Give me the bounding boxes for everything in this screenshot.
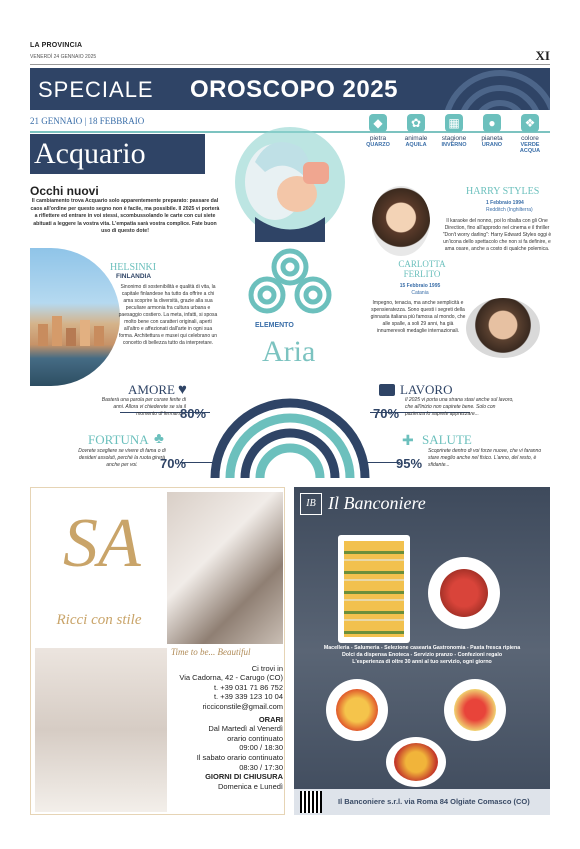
carlotta-ferlito-photo [372, 186, 430, 256]
lavoro-text: Il 2025 vi porta una strana stasi anche sul lavoro, che all'inizio non capirete bene. Solo con pazienza lo saprete apprezzare... [405, 397, 514, 417]
harry-styles-bio: Il karaoke del nonno, poi lo ribalta con gli One Direction, fino all'approdo nel cinema e il thriller "Don't worry darling": Harry Edward Styles oggi è un'icona dello spettacolo che non si fa definire, e ama osare, anche a costo di qualche polemica. [442, 218, 552, 252]
sign-features [360, 114, 550, 170]
header-divider [30, 64, 550, 65]
sign-dates: 21 GENNAIO | 18 FEBBRAIO [30, 116, 145, 126]
banconiere-footer [294, 789, 550, 815]
salon-staff-photo [167, 492, 283, 644]
helsinki-photo [30, 248, 120, 386]
fortuna-text: Dovrete scegliere se vivere di fama o di desideri assoluti, perché la ruota girerà anche per voi. [78, 448, 166, 468]
harry-styles-name: HARRY STYLES [466, 186, 540, 197]
lavoro-percent: 70% [373, 406, 400, 421]
ricci-con-stile-ad [30, 487, 285, 815]
banconiere-name: Il Banconiere [328, 493, 426, 513]
ricci-slogan: Time to be... Beautiful [171, 647, 251, 657]
banner-title-part2: OROSCOPO 2025 [190, 76, 398, 103]
newspaper-name: LA PROVINCIA [30, 42, 83, 49]
pasta-dish-photo [386, 737, 446, 787]
il-banconiere-ad [294, 487, 550, 815]
city-country: FINLANDIA [116, 273, 152, 280]
paw-icon: ✿ [407, 114, 425, 132]
banconiere-address: Il Banconiere s.r.l. via Roma 84 Olgiate Comasco (CO) [338, 797, 530, 806]
qr-code-icon[interactable] [300, 791, 322, 813]
clover-icon: ♣ [154, 430, 164, 447]
pulse-icon: ✚ [402, 432, 414, 448]
feature-stone: ◆ pietra QUARZO [366, 116, 390, 148]
aquarius-illustration [215, 122, 365, 242]
feature-planet: ● pianeta URANO [481, 116, 503, 148]
salute-line [360, 462, 400, 463]
intro-title: Occhi nuovi [30, 184, 99, 198]
carlotta-ferlito-name: CARLOTTA FERLITO [398, 259, 446, 279]
page-number: XI [535, 48, 550, 63]
pastry-tray-photo [338, 535, 410, 643]
ricci-email[interactable]: ricciconstile@gmail.com [202, 701, 283, 711]
fortuna-percent: 70% [160, 456, 187, 471]
element-label: ELEMENTO [255, 322, 294, 329]
banconiere-logo: IB [300, 493, 322, 515]
carlotta-ferlito-bio: Impegno, tenacia, ma anche semplicità e spensieratezza. Sono questi i segreti della ginnasta italiana più famosa al mondo, che alle spalle, a soli 29 anni, ha già innumerevoli medaglie internazionali. [370, 300, 466, 334]
gem-icon: ◆ [369, 114, 387, 132]
harry-styles-photo [466, 298, 540, 358]
banner-title-part1: SPECIALE [38, 77, 154, 102]
salami-dish-photo [428, 557, 500, 629]
banconiere-services: Macelleria - Salumeria - Selezione casearia Gastronomia - Pasta fresca ripiena Dolci da dispensa Enoteca - Servizio pranzo - Confezioni regalo L'esperienza di oltre 30 anni al tuo servizio, ogni giorno [323, 645, 521, 665]
section-banner [30, 68, 550, 110]
ricci-monogram: SA [63, 505, 141, 582]
salute-text: Scoprirete dentro di voi forze nuove, che vi faranno stare meglio anche nel fisico. L'anno, del resto, è sfidante... [428, 448, 542, 468]
sign-name: Acquario [30, 134, 205, 174]
newspaper-date: VENERDÌ 24 GENNAIO 2025 [30, 54, 97, 60]
tartlets-dish-photo [444, 679, 506, 741]
ricci-logo [35, 494, 163, 634]
ricci-phone-2[interactable]: t. +39 339 123 10 04 [213, 692, 283, 702]
heart-icon: ♥ [178, 381, 187, 398]
amore-text: Basterà una parola per curare ferite di anni. Allora vi chiederete se sia il momento di fermarsi... [101, 397, 186, 417]
salute-title: SALUTE [422, 432, 472, 447]
briefcase-icon [379, 384, 395, 396]
rolls-dish-photo [326, 679, 388, 741]
salute-percent: 95% [396, 456, 423, 471]
carlotta-ferlito-place: Catania [411, 290, 429, 296]
salon-interior-photo [35, 648, 167, 812]
element-value: Aria [262, 335, 316, 368]
harry-styles-birth: 1 Febbraio 1994 [486, 200, 524, 206]
city-name: HELSINKI [110, 262, 157, 273]
ricci-brand: Ricci con stile [56, 612, 142, 628]
amore-percent: 80% [180, 406, 207, 421]
lavoro-title: LAVORO [400, 382, 453, 397]
ricci-contact-info: Time to be... Beautiful Ci trovi in Via Cadorna, 42 - Carugo (CO) t. +39 031 71 86 752 t. +39 339 123 10 04 ricciconstile@gmail.com ORARI Dal Martedì al Venerdì orario continuato 09:00 / 18:30 Il sabato orario continuato 08:30 / 17:30 GIORNI DI CHIUSURA Domenica e Lunedì [171, 647, 283, 791]
amore-title: AMORE [128, 382, 175, 397]
palette-icon: ❖ [521, 114, 539, 132]
city-description: Sinonimo di sostenibilità e qualità di vita, la capitale finlandese ha tutto da offrire a chi ama scoprire la diversità, grazie alla sua peculiare armonia fra cultura urbana e paesaggio costiero. La meta, infatti, si sposa molto bene con caratteri originali, aperti all'altro e affezionati dall'arte in ogni sua forma. Architettura e musei qui celebrano un concetto di bellezza tutto da interpretare. [118, 284, 218, 346]
feature-animal: ✿ animale AQUILA [404, 116, 428, 148]
fortuna-title: FORTUNA [88, 432, 149, 447]
calendar-icon: ▦ [445, 114, 463, 132]
feature-color: ❖ colore VERDE ACQUA [519, 116, 541, 154]
bottom-arch-decoration [210, 390, 370, 478]
air-spiral-symbol [245, 245, 335, 315]
intro-text: Il cambiamento trova Acquario solo apparentemente preparato: passare dal caos all'ordine per questo segno non è facile, ma possibile. Il 2025 vi porterà a riflettere ed entrare in voi stessi, scombussolando le carte con cui siete abituati a leggere la vostra vita. L'empatia sarà vostra complice. Fate buon uso di questo dote! [30, 198, 220, 234]
ricci-phone-1[interactable]: t. +39 031 71 86 752 [213, 682, 283, 692]
carlotta-ferlito-birth: 15 Febbraio 1995 [399, 283, 441, 289]
planet-icon: ● [483, 114, 501, 132]
harry-styles-place: Redditch (Inghilterra) [486, 207, 533, 213]
feature-season: ▦ stagione INVERNO [441, 116, 467, 148]
